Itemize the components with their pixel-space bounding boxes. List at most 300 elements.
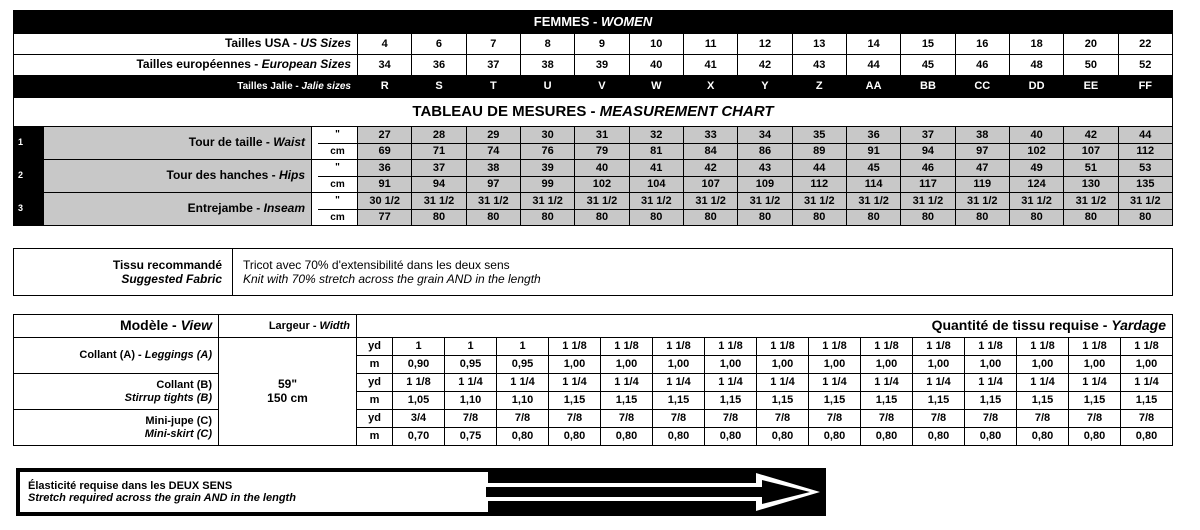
- measurement-value: [1118, 193, 1172, 226]
- measurement-value-top: 38: [956, 127, 1009, 144]
- yardage-yd-value: 1 1/8: [1017, 338, 1069, 356]
- measurement-value-top: 37: [901, 127, 954, 144]
- yardage-yd-value: 7/8: [965, 410, 1017, 428]
- measurement-value-top: 42: [1064, 127, 1117, 144]
- measurement-value-bottom: 112: [1136, 145, 1155, 158]
- measurement-value-bottom: 135: [1136, 178, 1155, 191]
- measurement-value-top: 35: [793, 127, 846, 144]
- eu-sizes-label: [14, 55, 358, 76]
- eu-sizes-label-fr: Tailles européennes -: [136, 57, 262, 72]
- yardage-m-value: 1,00: [1017, 356, 1069, 374]
- yardage-yd-row: [14, 338, 1173, 356]
- measurement-value-bottom: 89: [813, 145, 826, 158]
- measurement-value: [412, 193, 466, 226]
- measurement-label: [44, 127, 312, 160]
- yardage-yd-value: 1 1/4: [653, 374, 705, 392]
- us-sizes-value: 18: [1009, 34, 1063, 55]
- measurement-value-top: 34: [738, 127, 791, 144]
- measurement-value-bottom: 79: [595, 145, 609, 158]
- yardage-m-value: 1,10: [497, 392, 549, 410]
- yardage-yd-value: 1 1/8: [549, 338, 601, 356]
- view-name: [14, 374, 219, 410]
- measurement-value: [955, 160, 1009, 193]
- measurement-value-bottom: 124: [1027, 178, 1046, 191]
- measurement-value-top: 47: [956, 160, 1009, 177]
- yardage-m-value: 0,80: [1017, 428, 1069, 446]
- view-name-en: Stirrup tights (B): [124, 391, 212, 404]
- measurement-value-top: 31 1/2: [684, 193, 737, 210]
- yardage-table: [13, 314, 1173, 446]
- size-table: [13, 10, 1173, 226]
- yardage-yd-value: 1 1/8: [705, 338, 757, 356]
- jalie-sizes-value: S: [412, 76, 466, 98]
- yardage-yd-value: 1: [393, 338, 445, 356]
- eu-sizes-row: [14, 55, 1173, 76]
- yardage-m-value: 1,15: [653, 392, 705, 410]
- measurement-value-top: 31 1/2: [901, 193, 954, 210]
- measurement-units: [312, 160, 358, 193]
- yardage-yd-value: 1 1/4: [809, 374, 861, 392]
- yardage-m-value: 0,80: [601, 428, 653, 446]
- eu-sizes-value: 52: [1118, 55, 1172, 76]
- measurement-row: [14, 127, 1173, 160]
- yardage-m-value: 0,80: [705, 428, 757, 446]
- measurement-units: [312, 193, 358, 226]
- unit-m: m: [357, 428, 393, 446]
- us-sizes-value: 8: [520, 34, 574, 55]
- measurement-value-bottom: 102: [592, 178, 612, 191]
- fabric-label: [14, 249, 233, 295]
- measurement-label: [44, 193, 312, 226]
- yardage-yd-value: 1 1/4: [497, 374, 549, 392]
- measurement-units-bottom: cm: [330, 145, 345, 157]
- measurement-value-top: 31 1/2: [847, 193, 900, 210]
- measurement-value: [738, 193, 792, 226]
- yardage-m-value: 1,00: [705, 356, 757, 374]
- us-sizes-value: 15: [901, 34, 955, 55]
- us-sizes-value: 16: [955, 34, 1009, 55]
- yardage-yd-value: 1 1/8: [861, 338, 913, 356]
- jalie-sizes-value: AA: [846, 76, 900, 98]
- unit-yd: yd: [357, 374, 393, 392]
- unit-m: m: [357, 392, 393, 410]
- yardage-yd-value: 1 1/4: [1017, 374, 1069, 392]
- measurement-value: [955, 193, 1009, 226]
- measurement-value-bottom: 80: [432, 211, 446, 224]
- us-sizes-label: [14, 34, 358, 55]
- measurement-value-bottom: 80: [704, 211, 717, 224]
- us-sizes-value: 4: [358, 34, 412, 55]
- yardage-header-en: Yardage: [1111, 317, 1166, 334]
- jalie-sizes-value: V: [575, 76, 629, 98]
- measurement-value-top: 42: [684, 160, 737, 177]
- yardage-yd-value: 1 1/4: [1121, 374, 1173, 392]
- measurement-value: [629, 193, 683, 226]
- us-sizes-value: 12: [738, 34, 792, 55]
- measurement-value-top: 44: [793, 160, 846, 177]
- yardage-yd-value: 1 1/8: [1069, 338, 1121, 356]
- yardage-m-value: 1,15: [757, 392, 809, 410]
- measurement-value: [575, 193, 629, 226]
- measurement-value-bottom: 80: [867, 211, 880, 224]
- yardage-m-value: 1,15: [913, 392, 965, 410]
- yardage-yd-value: 1 1/8: [913, 338, 965, 356]
- yardage-yd-row: [14, 374, 1173, 392]
- measurement-value-bottom: 94: [921, 145, 935, 158]
- yardage-yd-value: 1 1/8: [809, 338, 861, 356]
- us-sizes-value: 11: [683, 34, 737, 55]
- measurement-value: [1009, 127, 1063, 160]
- measurement-value-top: 30 1/2: [358, 193, 411, 210]
- measurement-value: [412, 160, 466, 193]
- measurement-value-top: 31: [575, 127, 628, 144]
- jalie-sizes-value: CC: [955, 76, 1009, 98]
- yardage-header-fr: Quantité de tissu requise -: [931, 317, 1112, 334]
- yardage-m-value: 0,80: [861, 428, 913, 446]
- measurement-value-top: 31 1/2: [521, 193, 574, 210]
- yardage-yd-value: 7/8: [809, 410, 861, 428]
- women-header-fr: FEMMES -: [533, 13, 601, 29]
- yardage-m-value: 1,00: [653, 356, 705, 374]
- eu-sizes-value: 41: [683, 55, 737, 76]
- yardage-yd-value: 1 1/8: [601, 338, 653, 356]
- measurement-value-top: 31 1/2: [575, 193, 628, 210]
- measurement-value: [629, 127, 683, 160]
- measurement-number: 1: [14, 127, 44, 160]
- measurement-value-top: 27: [358, 127, 411, 144]
- view-name: [14, 338, 219, 374]
- measurement-value: [520, 160, 574, 193]
- yardage-m-value: 1,15: [965, 392, 1017, 410]
- measurement-value-bottom: 119: [973, 178, 992, 191]
- measurement-value-bottom: 102: [1027, 145, 1046, 158]
- width-header-fr: Largeur -: [268, 319, 320, 332]
- jalie-sizes-value: R: [358, 76, 412, 98]
- yardage-yd-value: 1 1/4: [913, 374, 965, 392]
- measurement-value-bottom: 80: [1084, 211, 1098, 224]
- view-name: [14, 410, 219, 446]
- eu-sizes-label-en: European Sizes: [261, 57, 351, 72]
- view-name-en: Mini-skirt (C): [144, 427, 212, 440]
- measurement-units-bottom: cm: [330, 178, 345, 190]
- measurement-value-bottom: 74: [487, 145, 500, 158]
- measurement-value-top: 41: [630, 160, 683, 177]
- measurement-value: [629, 160, 683, 193]
- yardage-m-value: 0,70: [393, 428, 445, 446]
- yardage-m-value: 0,80: [549, 428, 601, 446]
- measurement-value: [683, 160, 737, 193]
- us-sizes-row: [14, 34, 1173, 55]
- eu-sizes-value: 45: [901, 55, 955, 76]
- eu-sizes-value: 37: [466, 55, 520, 76]
- measurement-value-top: 43: [738, 160, 791, 177]
- jalie-sizes-row: [14, 76, 1173, 98]
- measurement-value-top: 30: [521, 127, 574, 144]
- measurement-value-bottom: 91: [867, 145, 880, 158]
- yardage-m-value: 1,15: [601, 392, 653, 410]
- view-name-en: Leggings (A): [144, 349, 212, 362]
- yardage-m-value: 1,00: [757, 356, 809, 374]
- measurement-chart-title-en: MEASUREMENT CHART: [599, 102, 774, 120]
- measurement-value-bottom: 77: [378, 211, 391, 224]
- suggested-fabric-box: [13, 248, 1173, 296]
- jalie-sizes-value: Y: [738, 76, 792, 98]
- measurement-row: [14, 193, 1173, 226]
- jalie-sizes-value: Z: [792, 76, 846, 98]
- stretch-text-fr: Élasticité requise dans les DEUX SENS: [28, 480, 233, 492]
- measurement-value-bottom: 80: [650, 211, 663, 224]
- view-name-fr: Mini-jupe (C): [145, 415, 212, 428]
- measurement-value-top: 39: [521, 160, 574, 177]
- yardage-yd-value: 1 1/4: [1069, 374, 1121, 392]
- jalie-sizes-label: [14, 76, 358, 98]
- yardage-m-value: 0,80: [965, 428, 1017, 446]
- measurement-value-bottom: 81: [650, 145, 663, 158]
- measurement-value-top: 31 1/2: [793, 193, 846, 210]
- yardage-yd-value: 1 1/8: [965, 338, 1017, 356]
- yardage-yd-value: 7/8: [705, 410, 757, 428]
- measurement-value: [1064, 127, 1118, 160]
- view-header-fr: Modèle -: [119, 317, 181, 334]
- jalie-sizes-value: DD: [1009, 76, 1063, 98]
- us-sizes-value: 22: [1118, 34, 1172, 55]
- yardage-m-value: 1,00: [965, 356, 1017, 374]
- measurement-value: [412, 127, 466, 160]
- jalie-sizes-value: T: [466, 76, 520, 98]
- yardage-yd-value: 7/8: [445, 410, 497, 428]
- yardage-yd-value: 3/4: [393, 410, 445, 428]
- yardage-m-value: 1,00: [809, 356, 861, 374]
- jalie-sizes-value: U: [520, 76, 574, 98]
- measurement-value-bottom: 80: [758, 211, 772, 224]
- eu-sizes-value: 38: [520, 55, 574, 76]
- yardage-yd-value: 7/8: [601, 410, 653, 428]
- measurement-value-top: 31 1/2: [956, 193, 1009, 210]
- yardage-m-value: 1,15: [1017, 392, 1069, 410]
- measurement-label-en: Hips: [278, 168, 305, 183]
- measurement-value-bottom: 99: [541, 178, 554, 191]
- yardage-m-value: 1,15: [809, 392, 861, 410]
- yardage-yd-value: 1 1/8: [393, 374, 445, 392]
- measurement-value: [575, 160, 629, 193]
- yardage-m-value: 1,15: [549, 392, 601, 410]
- measurement-value-bottom: 80: [976, 211, 989, 224]
- measurement-chart-title-fr: TABLEAU DE MESURES -: [412, 102, 600, 120]
- view-name-fr: Collant (A) -: [79, 349, 145, 362]
- measurement-value-bottom: 117: [919, 178, 937, 191]
- yardage-yd-value: 7/8: [1069, 410, 1121, 428]
- measurement-value: [520, 193, 574, 226]
- measurement-value-bottom: 91: [378, 178, 391, 191]
- eu-sizes-value: 42: [738, 55, 792, 76]
- measurement-value: [792, 193, 846, 226]
- yardage-yd-value: 7/8: [913, 410, 965, 428]
- measurement-value: [846, 160, 900, 193]
- measurement-value: [1064, 193, 1118, 226]
- measurement-value-bottom: 80: [487, 211, 500, 224]
- yardage-yd-value: 7/8: [497, 410, 549, 428]
- measurement-value-top: 32: [630, 127, 683, 144]
- measurement-value: [792, 160, 846, 193]
- yardage-yd-value: 7/8: [549, 410, 601, 428]
- yardage-m-value: 1,10: [445, 392, 497, 410]
- measurement-value: [901, 193, 955, 226]
- fabric-width: [219, 338, 357, 446]
- measurement-chart-title: [14, 97, 1173, 127]
- measurement-value-top: 38: [467, 160, 520, 177]
- measurement-value-bottom: 97: [487, 178, 500, 191]
- yardage-m-value: 0,80: [1069, 428, 1121, 446]
- eu-sizes-value: 44: [846, 55, 900, 76]
- yardage-yd-value: 1 1/8: [1121, 338, 1173, 356]
- measurement-value: [683, 127, 737, 160]
- us-sizes-value: 14: [846, 34, 900, 55]
- women-header: [14, 11, 1173, 34]
- unit-yd: yd: [357, 338, 393, 356]
- measurement-value-bottom: 69: [378, 145, 391, 158]
- measurement-value-top: 31 1/2: [1119, 193, 1172, 210]
- measurement-units: [312, 127, 358, 160]
- eu-sizes-value: 50: [1064, 55, 1118, 76]
- measurement-value: [466, 193, 520, 226]
- yardage-m-value: 1,00: [861, 356, 913, 374]
- measurement-value-bottom: 80: [921, 211, 935, 224]
- measurement-label-fr: Tour de taille -: [188, 135, 274, 150]
- yardage-yd-value: 1 1/8: [653, 338, 705, 356]
- yardage-m-value: 0,80: [809, 428, 861, 446]
- measurement-value-top: 28: [412, 127, 465, 144]
- yardage-m-value: 1,15: [705, 392, 757, 410]
- width-header: [219, 315, 357, 338]
- measurement-value-bottom: 86: [758, 145, 772, 158]
- yardage-header: [357, 315, 1173, 338]
- measurement-value-top: 31 1/2: [412, 193, 465, 210]
- width-header-en: Width: [319, 319, 350, 332]
- jalie-sizes-label-fr: Tailles Jalie -: [237, 80, 302, 92]
- women-header-row: [14, 11, 1173, 34]
- yardage-yd-value: 1: [445, 338, 497, 356]
- measurement-value-top: 49: [1010, 160, 1063, 177]
- yardage-yd-value: 1: [497, 338, 549, 356]
- fabric-text-fr: Tricot avec 70% d'extensibilité dans les deux sens: [243, 258, 510, 272]
- measurement-value-top: 46: [901, 160, 954, 177]
- measurement-value-bottom: 97: [976, 145, 989, 158]
- fabric-text-en: Knit with 70% stretch across the grain AND in the length: [243, 272, 541, 286]
- jalie-sizes-label-en: Jalie sizes: [301, 80, 351, 92]
- measurement-value: [1118, 127, 1172, 160]
- jalie-sizes-value: W: [629, 76, 683, 98]
- measurement-value: [466, 127, 520, 160]
- measurement-value: [901, 160, 955, 193]
- measurement-label: [44, 160, 312, 193]
- measurement-value-top: 31 1/2: [467, 193, 520, 210]
- eu-sizes-value: 34: [358, 55, 412, 76]
- measurement-value-top: 36: [358, 160, 411, 177]
- yardage-yd-value: 1 1/4: [861, 374, 913, 392]
- us-sizes-value: 7: [466, 34, 520, 55]
- measurement-value: [466, 160, 520, 193]
- us-sizes-label-en: US Sizes: [300, 36, 351, 51]
- measurement-value: [955, 127, 1009, 160]
- measurement-units-bottom: cm: [330, 211, 345, 223]
- yardage-m-value: 0,95: [497, 356, 549, 374]
- measurement-number: 2: [14, 160, 44, 193]
- measurement-value-top: 31 1/2: [1010, 193, 1063, 210]
- measurement-value-top: 37: [412, 160, 465, 177]
- measurement-units-top: ": [318, 127, 357, 144]
- measurement-label-en: Inseam: [263, 201, 305, 216]
- yardage-m-value: 0,80: [757, 428, 809, 446]
- us-sizes-value: 6: [412, 34, 466, 55]
- measurement-value-top: 44: [1119, 127, 1172, 144]
- yardage-yd-value: 1 1/8: [757, 338, 809, 356]
- measurement-value-top: 36: [847, 127, 900, 144]
- measurement-value-top: 31 1/2: [738, 193, 791, 210]
- us-sizes-value: 13: [792, 34, 846, 55]
- eu-sizes-value: 39: [575, 55, 629, 76]
- yardage-yd-value: 7/8: [1121, 410, 1173, 428]
- view-header-en: View: [180, 317, 212, 334]
- measurement-value: [358, 193, 412, 226]
- yardage-m-value: 0,80: [653, 428, 705, 446]
- yardage-m-value: 1,00: [549, 356, 601, 374]
- eu-sizes-value: 43: [792, 55, 846, 76]
- yardage-m-value: 0,80: [497, 428, 549, 446]
- measurement-value: [575, 127, 629, 160]
- measurement-value-top: 31 1/2: [630, 193, 683, 210]
- measurement-value-top: 31 1/2: [1064, 193, 1117, 210]
- yardage-yd-value: 1 1/4: [757, 374, 809, 392]
- measurement-units-top: ": [318, 193, 357, 210]
- measurement-value-bottom: 109: [755, 178, 775, 191]
- yardage-m-value: 1,00: [601, 356, 653, 374]
- measurement-row: [14, 160, 1173, 193]
- jalie-sizes-value: BB: [901, 76, 955, 98]
- measurement-value-bottom: 130: [1081, 178, 1101, 191]
- measurement-units-top: ": [318, 160, 357, 177]
- us-sizes-value: 20: [1064, 34, 1118, 55]
- eu-sizes-value: 46: [955, 55, 1009, 76]
- yardage-yd-value: 1 1/4: [965, 374, 1017, 392]
- yardage-yd-value: 7/8: [861, 410, 913, 428]
- yardage-header-row: [14, 315, 1173, 338]
- yardage-m-value: 0,80: [1121, 428, 1173, 446]
- measurement-value: [520, 127, 574, 160]
- yardage-m-value: 1,00: [1121, 356, 1173, 374]
- measurement-value-bottom: 107: [1081, 145, 1101, 158]
- yardage-m-value: 1,15: [861, 392, 913, 410]
- stretch-text-box: [20, 472, 488, 512]
- measurement-value-top: 51: [1064, 160, 1117, 177]
- measurement-value-bottom: 104: [647, 178, 666, 191]
- measurement-value-bottom: 76: [541, 145, 554, 158]
- measurement-value-bottom: 84: [704, 145, 717, 158]
- measurement-value: [358, 160, 412, 193]
- yardage-m-value: 0,80: [913, 428, 965, 446]
- yardage-yd-value: 7/8: [757, 410, 809, 428]
- yardage-yd-value: 1 1/4: [445, 374, 497, 392]
- fabric-width-cm: 150 cm: [267, 390, 308, 405]
- measurement-value-bottom: 94: [432, 178, 446, 191]
- jalie-sizes-value: X: [683, 76, 737, 98]
- measurement-value-top: 53: [1119, 160, 1172, 177]
- measurement-value: [846, 127, 900, 160]
- yardage-m-value: 0,90: [393, 356, 445, 374]
- fabric-width-in: 59": [277, 377, 298, 392]
- measurement-value: [1009, 193, 1063, 226]
- yardage-m-value: 0,95: [445, 356, 497, 374]
- view-header: [14, 315, 219, 338]
